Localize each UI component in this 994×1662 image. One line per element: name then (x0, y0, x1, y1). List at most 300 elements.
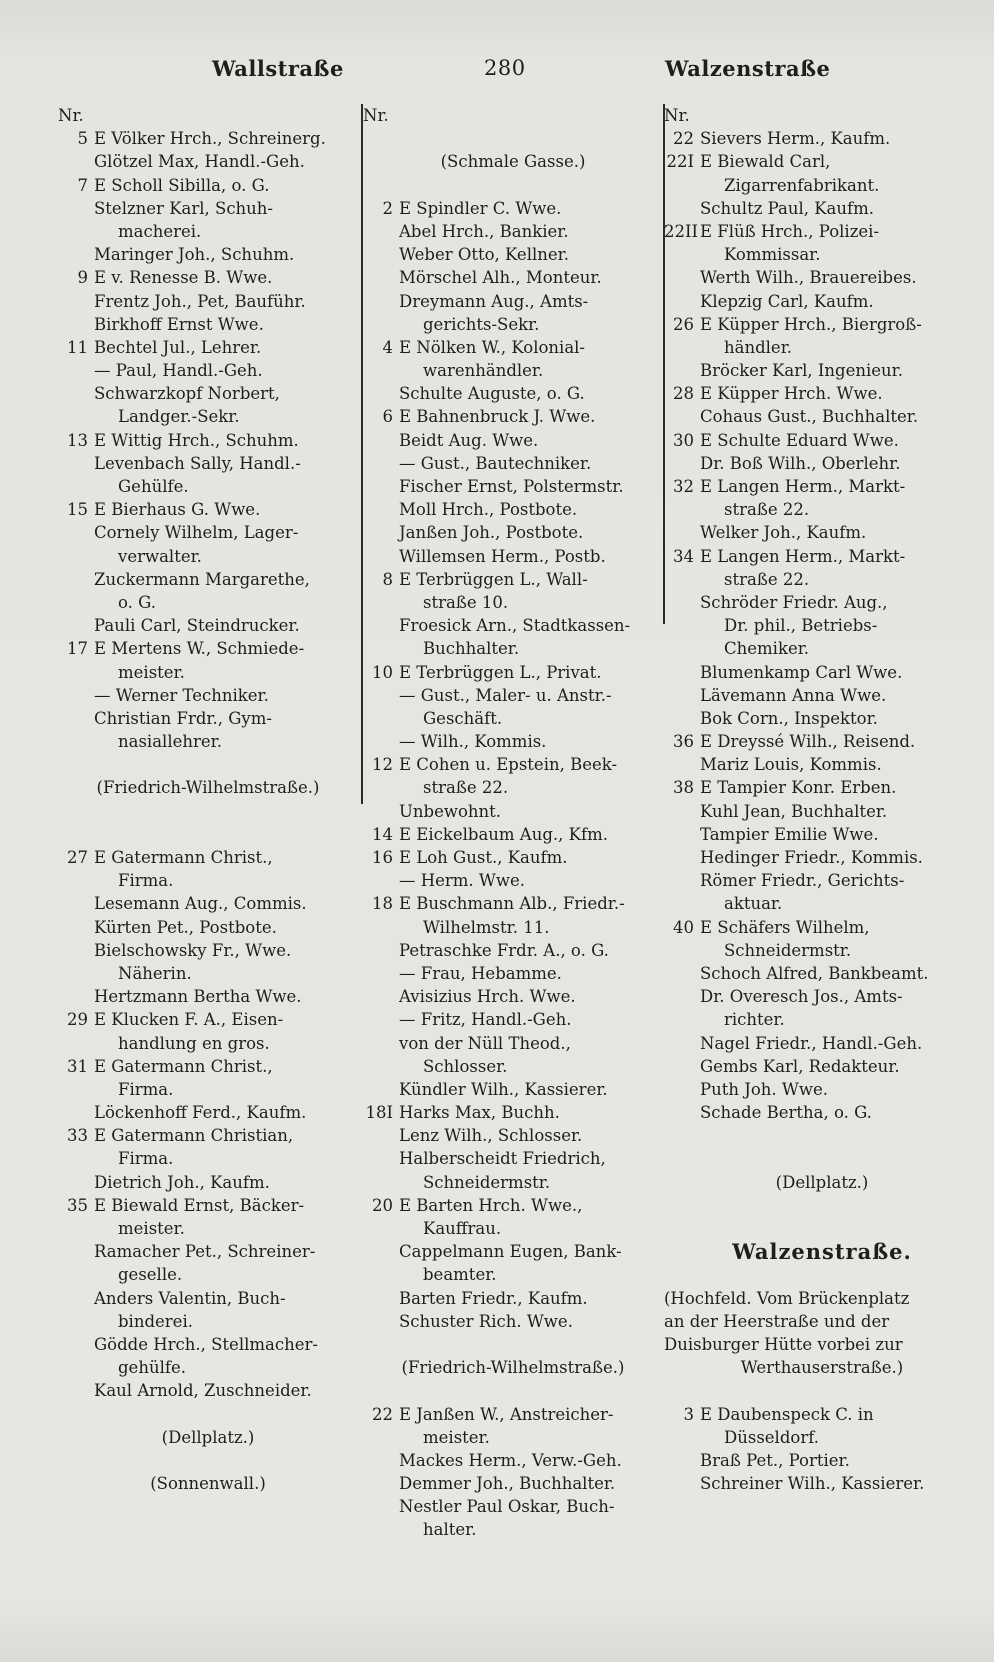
entry-text: Gehülfe. (118, 477, 189, 496)
house-number: 36 (673, 732, 694, 752)
entry-line (58, 1008, 358, 1031)
entry-text: E Bahnenbruck J. Wwe. (399, 407, 596, 427)
resident-line (363, 243, 663, 266)
blank-line (363, 1333, 663, 1356)
entry-text: Firma. (118, 1079, 174, 1099)
house-number: 6 (382, 407, 393, 427)
column-2 (363, 104, 663, 1542)
continuation-line (363, 313, 663, 336)
entry-text: Birkhoff Ernst Wwe. (94, 314, 264, 334)
resident-line (58, 521, 358, 544)
entry-line (664, 313, 980, 336)
resident-line (664, 661, 980, 684)
resident-line (58, 150, 358, 173)
continuation-line (664, 892, 980, 915)
entry-text: Stelzner Karl, Schuh- (94, 198, 274, 218)
resident-line (58, 1240, 358, 1263)
resident-line (664, 1472, 980, 1495)
header-left-street: Wallstraße (212, 56, 344, 81)
entry-line (58, 1124, 358, 1147)
continuation-line (58, 1078, 358, 1101)
house-number: 2 (382, 198, 393, 218)
entry-text: E Küpper Hrch., Biergroß- (700, 314, 922, 334)
continuation-line (363, 359, 663, 382)
entry-text: E Wittig Hrch., Schuhm. (94, 430, 299, 450)
entry-text: Fischer Ernst, Polstermstr. (399, 477, 624, 496)
resident-line (664, 869, 980, 892)
entry-text: Schultz Paul, Kaufm. (700, 198, 875, 218)
entry-text: Lävemann Anna Wwe. (700, 685, 887, 705)
entry-text: macherei. (118, 221, 202, 241)
resident-line (363, 962, 663, 985)
entry-text: Klepzig Carl, Kaufm. (700, 291, 874, 311)
continuation-line (363, 1217, 663, 1240)
entry-text: Dr. Overesch Jos., Amts- (700, 987, 903, 1007)
entry-text: Barten Friedr., Kaufm. (399, 1288, 588, 1308)
entry-text: E Terbrüggen L., Wall- (399, 569, 588, 589)
resident-line (363, 1124, 663, 1147)
entry-text: Dr. phil., Betriebs- (724, 616, 878, 636)
resident-line (664, 753, 980, 776)
continuation-line (664, 174, 980, 197)
entry-line (363, 1101, 663, 1124)
entry-text: Beidt Aug. Wwe. (399, 430, 539, 450)
entry-text: Weber Otto, Kellner. (399, 245, 569, 265)
entry-text: E Barten Hrch. Wwe., (399, 1195, 583, 1215)
resident-line (58, 382, 358, 405)
entry-text: nasiallehrer. (118, 732, 222, 752)
house-number: 18I (365, 1103, 393, 1123)
house-number: 32 (673, 477, 694, 496)
entry-text: Schwarzkopf Norbert, (94, 384, 280, 404)
entry-text: Kommissar. (724, 245, 821, 265)
section-note (58, 1426, 358, 1449)
entry-text: geselle. (118, 1265, 183, 1285)
entry-text: E Gatermann Christ., (94, 848, 273, 867)
house-number: 22II (664, 221, 699, 241)
resident-line (363, 521, 663, 544)
entry-text: E Biewald Ernst, Bäcker- (94, 1195, 305, 1215)
resident-line (664, 1449, 980, 1472)
entry-text: Bechtel Jul., Lehrer. (94, 337, 262, 357)
continuation-line (363, 1055, 663, 1078)
entry-line (58, 174, 358, 197)
entry-line (363, 753, 663, 776)
section-note (363, 150, 663, 173)
continuation-line (58, 1356, 358, 1379)
entry-text: E v. Renesse B. Wwe. (94, 268, 273, 288)
entry-text: E Völker Hrch., Schreinerg. (94, 129, 326, 149)
continuation-line (363, 707, 663, 730)
house-number: 17 (67, 639, 88, 659)
entry-text: Kauffrau. (423, 1219, 502, 1238)
continuation-line (58, 1263, 358, 1286)
entry-text: Zigarrenfabrikant. (724, 175, 880, 195)
entry-text: straße 10. (423, 592, 509, 612)
entry-text: Duisburger Hütte vorbei zur (664, 1334, 903, 1354)
entry-text: Werth Wilh., Brauereibes. (700, 268, 917, 288)
entry-text: verwalter. (118, 546, 202, 566)
column-3 (664, 104, 980, 1495)
entry-text: Bröcker Karl, Ingenieur. (700, 361, 903, 381)
entry-text: Demmer Joh., Buchhalter. (399, 1474, 616, 1494)
entry-text: (Dellplatz.) (161, 1427, 255, 1447)
house-number: 31 (67, 1056, 88, 1076)
resident-line (664, 800, 980, 823)
resident-line (664, 405, 980, 428)
resident-line (58, 1101, 358, 1124)
entry-text: (Friedrich-Wilhelmstraße.) (96, 778, 320, 798)
resident-line (363, 290, 663, 313)
column-heading (363, 104, 663, 127)
entry-text: E Gatermann Christ., (94, 1056, 273, 1076)
resident-line (664, 962, 980, 985)
resident-line (58, 1379, 358, 1402)
blank-line (58, 1403, 358, 1426)
resident-line (363, 475, 663, 498)
continuation-line (58, 405, 358, 428)
entry-text: E Daubenspeck C. in (700, 1404, 874, 1424)
column-heading (58, 104, 358, 127)
resident-line (664, 591, 980, 614)
resident-line (58, 707, 358, 730)
house-number: 8 (382, 569, 393, 589)
entry-text: gerichts-Sekr. (423, 314, 540, 334)
entry-text: Firma. (118, 871, 174, 891)
entry-text: Christian Frdr., Gym- (94, 708, 272, 728)
entry-text: Nr. (664, 106, 690, 125)
resident-line (363, 985, 663, 1008)
entry-text: meister. (118, 1219, 185, 1238)
entry-line (664, 220, 980, 243)
resident-line (58, 568, 358, 591)
entry-text: Dr. Boß Wilh., Oberlehr. (700, 453, 901, 473)
house-number: 7 (77, 175, 88, 195)
entry-line (58, 637, 358, 660)
entry-text: Firma. (118, 1149, 174, 1169)
house-number: 5 (77, 129, 88, 149)
resident-line (58, 1171, 358, 1194)
entry-line (363, 336, 663, 359)
entry-line (58, 336, 358, 359)
entry-text: Sievers Herm., Kaufm. (700, 129, 891, 149)
entry-line (664, 776, 980, 799)
resident-line (363, 730, 663, 753)
resident-line (363, 1472, 663, 1495)
resident-line (363, 220, 663, 243)
entry-text: Kündler Wilh., Kassierer. (399, 1079, 608, 1099)
entry-text: Janßen Joh., Postbote. (399, 523, 584, 543)
entry-text: E Eickelbaum Aug., Kfm. (399, 824, 608, 844)
entry-text: E Bierhaus G. Wwe. (94, 500, 261, 520)
entry-text: Chemiker. (724, 639, 810, 659)
entry-text: Näherin. (118, 963, 192, 983)
entry-text: Mariz Louis, Kommis. (700, 755, 882, 775)
house-number: 14 (372, 824, 393, 844)
entry-text: Mackes Herm., Verw.-Geh. (399, 1450, 622, 1470)
entry-text: E Langen Herm., Markt- (700, 477, 906, 496)
description-line (664, 1287, 980, 1310)
entry-text: — Wilh., Kommis. (399, 732, 547, 752)
entry-line (664, 916, 980, 939)
entry-line (58, 1194, 358, 1217)
continuation-line (58, 962, 358, 985)
resident-line (363, 1078, 663, 1101)
entry-text: straße 22. (423, 778, 509, 798)
entry-text: Glötzel Max, Handl.-Geh. (94, 152, 305, 172)
entry-line (363, 568, 663, 591)
entry-text: Dreymann Aug., Amts- (399, 291, 589, 311)
entry-text: Römer Friedr., Gerichts- (700, 871, 905, 891)
entry-text: Ramacher Pet., Schreiner- (94, 1242, 316, 1262)
column-heading (664, 104, 980, 127)
resident-line (664, 266, 980, 289)
entry-text: Schulte Auguste, o. G. (399, 384, 585, 404)
entry-text: (Hochfeld. Vom Brückenplatz (664, 1288, 910, 1308)
entry-text: Wilhelmstr. 11. (423, 917, 550, 937)
entry-line (58, 498, 358, 521)
continuation-line (664, 336, 980, 359)
entry-text: E Terbrüggen L., Privat. (399, 662, 602, 682)
entry-line (664, 429, 980, 452)
house-number: 3 (683, 1404, 694, 1424)
house-number: 29 (67, 1010, 88, 1030)
entry-text: straße 22. (724, 500, 810, 520)
entry-text: aktuar. (724, 894, 783, 914)
entry-line (58, 429, 358, 452)
entry-text: Harks Max, Buchh. (399, 1103, 560, 1123)
resident-line (363, 1147, 663, 1170)
house-number: 9 (77, 268, 88, 288)
continuation-line (664, 498, 980, 521)
entry-text: Abel Hrch., Bankier. (399, 221, 569, 241)
continuation-line (58, 661, 358, 684)
entry-text: (Sonnenwall.) (150, 1474, 266, 1494)
house-number: 28 (673, 384, 694, 404)
entry-text: Werthauserstraße.) (740, 1358, 904, 1378)
entry-text: Braß Pet., Portier. (700, 1450, 850, 1470)
entry-text: handlung en gros. (118, 1033, 270, 1053)
entry-text: von der Nüll Theod., (399, 1033, 571, 1053)
resident-line (363, 1032, 663, 1055)
continuation-line (58, 1217, 358, 1240)
entry-text: E Nölken W., Kolonial- (399, 337, 586, 357)
entry-text: an der Heerstraße und der (664, 1311, 890, 1331)
entry-line (363, 405, 663, 428)
entry-text: E Flüß Hrch., Polizei- (700, 221, 880, 241)
house-number: 18 (372, 894, 393, 914)
continuation-line (664, 568, 980, 591)
entry-text: Gembs Karl, Redakteur. (700, 1056, 900, 1076)
blank-line (58, 823, 358, 846)
entry-text: E Buschmann Alb., Friedr.- (399, 894, 625, 914)
continuation-line (664, 614, 980, 637)
resident-line (363, 452, 663, 475)
resident-line (58, 1333, 358, 1356)
entry-text: Avisizius Hrch. Wwe. (399, 987, 576, 1007)
resident-line (363, 1287, 663, 1310)
entry-text: Zuckermann Margarethe, (94, 569, 310, 589)
continuation-line (58, 869, 358, 892)
entry-text: Cohaus Gust., Buchhalter. (700, 407, 919, 427)
resident-line (58, 985, 358, 1008)
resident-line (363, 1310, 663, 1333)
entry-text: E Dreyssé Wilh., Reisend. (700, 732, 916, 752)
entry-text: warenhändler. (423, 361, 544, 381)
resident-line (363, 266, 663, 289)
entry-text: Bielschowsky Fr., Wwe. (94, 940, 292, 960)
resident-line (363, 1495, 663, 1518)
entry-text: E Küpper Hrch. Wwe. (700, 384, 883, 404)
entry-text: Schade Bertha, o. G. (700, 1103, 872, 1123)
entry-text: Puth Joh. Wwe. (700, 1079, 828, 1099)
resident-line (58, 452, 358, 475)
resident-line (58, 290, 358, 313)
entry-text: meister. (118, 662, 185, 682)
continuation-line (58, 545, 358, 568)
entry-line (58, 1055, 358, 1078)
continuation-line (363, 637, 663, 660)
entry-text: Kuhl Jean, Buchhalter. (700, 801, 888, 821)
house-number: 34 (673, 546, 694, 566)
blank-line (664, 1124, 980, 1147)
entry-line (664, 1403, 980, 1426)
entry-text: (Dellplatz.) (775, 1172, 869, 1192)
blank-line (58, 1449, 358, 1472)
entry-text: Levenbach Sally, Handl.- (94, 453, 301, 473)
blank-line (363, 174, 663, 197)
resident-line (363, 1240, 663, 1263)
entry-text: Moll Hrch., Postbote. (399, 500, 578, 520)
entry-line (664, 150, 980, 173)
blank-line (664, 1263, 980, 1286)
house-number: 4 (382, 337, 393, 357)
resident-line (664, 452, 980, 475)
resident-line (58, 614, 358, 637)
resident-line (664, 1078, 980, 1101)
house-number: 13 (67, 430, 88, 450)
entry-text: meister. (423, 1427, 490, 1447)
house-number: 22 (673, 129, 694, 149)
page-number: 280 (484, 56, 526, 80)
entry-text: Schreiner Wilh., Kassierer. (700, 1474, 925, 1494)
entry-text: Schoch Alfred, Bankbeamt. (700, 963, 929, 983)
resident-line (664, 846, 980, 869)
house-number: 10 (372, 662, 393, 682)
entry-text: Nagel Friedr., Handl.-Geh. (700, 1033, 923, 1053)
entry-line (664, 127, 980, 150)
entry-text: Frentz Joh., Pet, Bauführ. (94, 291, 306, 311)
street-title (664, 1240, 980, 1263)
resident-line (58, 892, 358, 915)
blank-line (363, 1379, 663, 1402)
continuation-line (363, 916, 663, 939)
continuation-line (363, 1171, 663, 1194)
entry-text: Löckenhoff Ferd., Kaufm. (94, 1103, 307, 1123)
continuation-line (664, 939, 980, 962)
entry-text: halter. (423, 1520, 477, 1540)
entry-text: Gödde Hrch., Stellmacher- (94, 1334, 318, 1354)
resident-line (664, 707, 980, 730)
section-note (363, 1356, 663, 1379)
house-number: 30 (673, 430, 694, 450)
entry-text: Lenz Wilh., Schlosser. (399, 1126, 583, 1146)
entry-text: Mörschel Alh., Monteur. (399, 268, 602, 288)
house-number: 12 (372, 755, 393, 775)
entry-text: Schuster Rich. Wwe. (399, 1311, 573, 1331)
entry-text: Halberscheidt Friedrich, (399, 1149, 606, 1169)
entry-text: Blumenkamp Carl Wwe. (700, 662, 903, 682)
continuation-line (363, 1263, 663, 1286)
section-note (58, 1472, 358, 1495)
continuation-line (58, 1310, 358, 1333)
resident-line (58, 684, 358, 707)
entry-line (363, 1403, 663, 1426)
house-number: 16 (372, 848, 393, 867)
entry-text: Petraschke Frdr. A., o. G. (399, 940, 609, 960)
blank-line (664, 1194, 980, 1217)
continuation-line (58, 475, 358, 498)
entry-text: Cornely Wilhelm, Lager- (94, 523, 299, 543)
entry-text: richter. (724, 1010, 785, 1030)
entry-line (363, 846, 663, 869)
entry-text: Dietrich Joh., Kaufm. (94, 1172, 270, 1192)
continuation-line (363, 1426, 663, 1449)
resident-line (58, 243, 358, 266)
entry-text: (Friedrich-Wilhelmstraße.) (401, 1358, 625, 1378)
continuation-line (664, 1008, 980, 1031)
entry-text: E Gatermann Christian, (94, 1126, 294, 1146)
entry-text: Anders Valentin, Buch- (94, 1288, 286, 1308)
continuation-line (363, 776, 663, 799)
continuation-line (58, 1032, 358, 1055)
entry-text: Maringer Joh., Schuhm. (94, 245, 295, 265)
resident-line (58, 197, 358, 220)
entry-text: Hedinger Friedr., Kommis. (700, 848, 923, 867)
entry-text: Geschäft. (423, 708, 503, 728)
house-number: 35 (67, 1195, 88, 1215)
resident-line (664, 1101, 980, 1124)
house-number: 20 (372, 1195, 393, 1215)
entry-text: E Schäfers Wilhelm, (700, 917, 870, 937)
blank-line (664, 1217, 980, 1240)
resident-line (363, 869, 663, 892)
entry-text: Nr. (363, 106, 389, 125)
blank-line (664, 1379, 980, 1402)
house-number: 38 (673, 778, 694, 798)
resident-line (664, 359, 980, 382)
entry-text: E Spindler C. Wwe. (399, 198, 562, 218)
entry-text: — Gust., Maler- u. Anstr.- (399, 685, 612, 705)
continuation-line (664, 243, 980, 266)
entry-text: Froesick Arn., Stadtkassen- (399, 616, 631, 636)
house-number: 26 (673, 314, 694, 334)
resident-line (363, 382, 663, 405)
house-number: 15 (67, 500, 88, 520)
entry-line (58, 266, 358, 289)
resident-line (363, 800, 663, 823)
entry-text: beamter. (423, 1265, 497, 1285)
section-note (664, 1356, 980, 1379)
entry-text: — Herm. Wwe. (399, 871, 526, 891)
entry-text: E Schulte Eduard Wwe. (700, 430, 899, 450)
resident-line (664, 985, 980, 1008)
resident-line (363, 684, 663, 707)
entry-line (58, 846, 358, 869)
entry-text: Cappelmann Eugen, Bank- (399, 1242, 622, 1262)
entry-text: Landger.-Sekr. (118, 407, 240, 427)
resident-line (664, 290, 980, 313)
